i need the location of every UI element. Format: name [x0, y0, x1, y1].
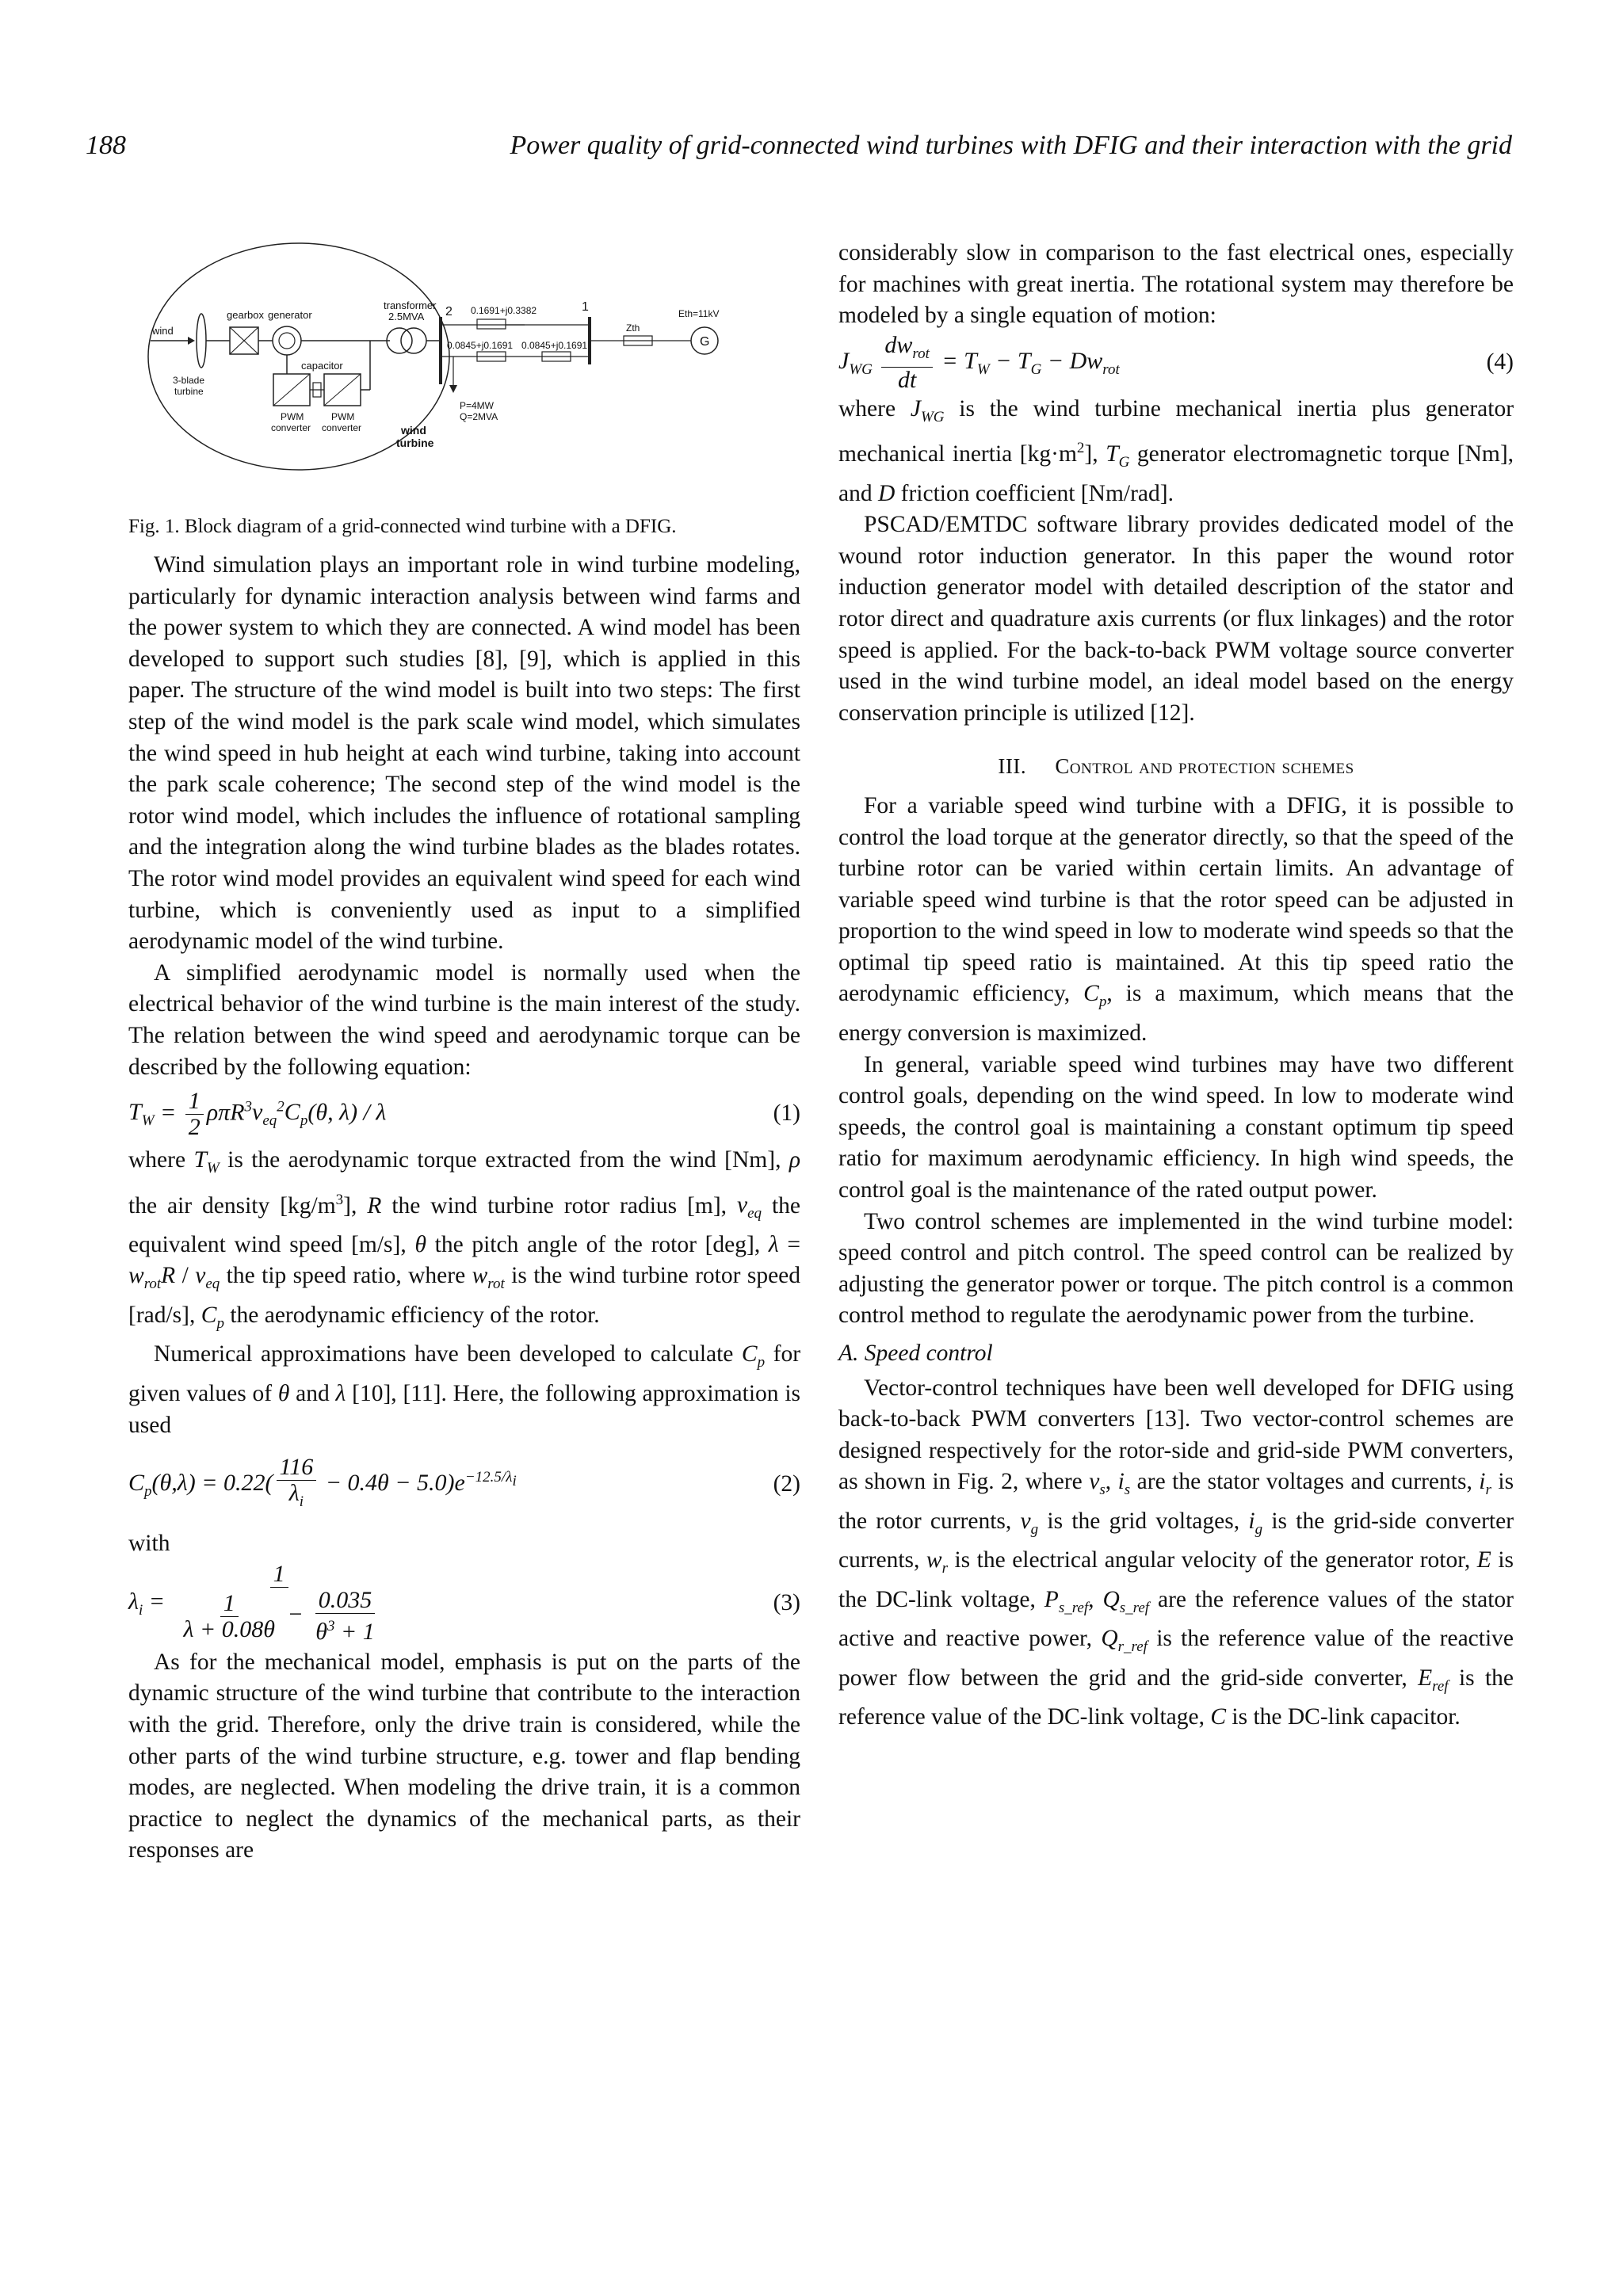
label-z-left: 0.0845+j0.1691: [447, 340, 514, 351]
left-paragraph-1: Wind simulation plays an important role in wind turbine modeling, particularly for dynamic interaction analysis between wind farms and the power system to which they are connected. A wind model has been developed to support such studies [8], [9], which is applied in this paper. The structure of the wind model is built into two steps: The first step of the wind model is the park scale wind model, which simulates the wind speed in hub height at each wind turbine, taking into account the park scale coherence; The second step of the wind model is the rotor wind model, which includes the influence of rotational sampling and the integration along the wind turbine blades as the blades rotates. The rotor wind model provides an equivalent wind speed for each wind turbine, which is conveniently used as input to a simplified aerodynamic model of the wind turbine.: [128, 552, 800, 955]
label-bus2: 2: [445, 305, 453, 318]
equation-2: $C_p(\theta,\lambda) = 0.22$( $\frac{116}{\lambda_i}$ − $0.4\theta - 5.0)e^{-12.5/\lambda_i}$ (2): [128, 1454, 800, 1511]
label-gen-symbol: G: [700, 335, 710, 349]
equation-2-number: (2): [773, 1471, 800, 1497]
equation-1-number: (1): [773, 1100, 800, 1127]
label-z-right: 0.0845+j0.1691: [521, 340, 588, 351]
right-paragraph-2: where $J_{WG}$ is the wind turbine mechanical inertia plus generator mechanical inertia $[kg\cdot m^2]$, $T_G$ generator electromagnetic torque [Nm], and D friction coefficient [Nm/rad].: [838, 395, 1514, 506]
transformer-icon: [387, 328, 412, 353]
figure-1: [128, 238, 800, 499]
label-bus1: 1: [582, 300, 589, 314]
right-paragraph-4: For a variable speed wind turbine with a DFIG, it is possible to control the load torque at the generator directly, so that the speed of the turbine rotor can be varied within certain limits. An advantage of variable speed wind turbine is that the rotor speed can be adjusted in proportion to the wind speed in low to moderate wind speeds so that the optimal tip speed ratio is maintained. At this tip speed ratio the aerodynamic efficiency, $C_p$, is a maximum, which means that the energy conversion is maximized.: [838, 792, 1514, 1046]
block-diagram: [128, 238, 800, 499]
label-wind: wind: [152, 325, 174, 337]
label-turbine-small: turbine: [174, 386, 204, 397]
left-paragraph-3: where $T_W$ is the aerodynamic torque extracted from the wind [Nm], ρ the air density $[kg/m^3]$, R the wind turbine rotor radius [m], $v_{eq}$ the equivalent wind speed [m/s], θ the pitch angle of the rotor [deg], $\lambda = w_{rot}R / v_{eq}$ the tip speed ratio, where $w_{rot}$ is the wind turbine rotor speed [rad/s], $C_p$ the aerodynamic efficiency of the rotor.: [128, 1147, 801, 1332]
label-z-top: 0.1691+j0.3382: [471, 305, 537, 316]
page-header: [86, 131, 1512, 178]
section-heading: III. Control and protection schemes: [998, 754, 1354, 779]
equation-3-number: (3): [773, 1589, 800, 1615]
right-paragraph-7: Vector-control techniques have been well developed for DFIG using back-to-back PWM converters [13]. Two vector-control schemes are designed respectively for the rotor-side and grid-side PWM converters, as shown in Fig. 2, where $v_s$, $i_s$ are the stator voltages and currents, $i_r$ is the rotor currents, $v_g$ is the grid voltages, $i_g$ is the grid-side converter currents, $w_r$ is the electrical angular velocity of the generator rotor, E is the DC-link voltage, $P_{s\_ref}$, $Q_{s\_ref}$ are the reference values of the stator active and reactive power, $Q_{r\_ref}$ is the reference value of the reactive power flow between the grid and the grid-side converter, $E_{ref}$ is the reference value of the DC-link voltage, C is the DC-link capacitor.: [838, 1375, 1514, 1730]
blade-icon: [197, 314, 206, 368]
right-paragraph-1: considerably slow in comparison to the fast electrical ones, especially for machines with great inertia. The rotational system may therefore be modeled by a single equation of motion:: [838, 240, 1514, 329]
left-column: [128, 238, 800, 1867]
label-pwm2-a: PWM: [331, 411, 355, 422]
label-load-p: P=4MW: [460, 400, 495, 411]
equation-4: $J_{WG}$ $\frac{dw_{rot}}{dt}$ = $T_W - T_G - Dw_{rot}$ (4): [838, 331, 1514, 393]
label-gearbox: gearbox: [227, 309, 264, 321]
label-blade: 3-blade: [173, 375, 205, 386]
label-load-q: Q=2MVA: [460, 411, 498, 422]
right-paragraph-6: Two control schemes are implemented in the wind turbine model: speed control and pitch control. The speed control can be realized by adjusting the generator power or torque. The pitch control is a common control method to regulate the aerodynamic power from the turbine.: [838, 1208, 1514, 1329]
label-transformer: transformer: [384, 299, 437, 311]
equation-4-number: (4): [1486, 349, 1514, 375]
figure-caption: Fig. 1. Block diagram of a grid-connected wind turbine with a DFIG.: [128, 516, 677, 537]
right-column: [838, 238, 1514, 1733]
with-text: with: [128, 1531, 170, 1557]
label-wind-turbine-a: wind: [401, 424, 426, 437]
label-zth: Zth: [626, 322, 640, 334]
label-pwm2-b: converter: [322, 422, 362, 433]
left-paragraph-2: A simplified aerodynamic model is normally used when the electrical behavior of the wind turbine is the main interest of the study. The relation between the wind speed and aerodynamic torque can be described by the following equation:: [128, 959, 800, 1080]
label-pwm1-a: PWM: [281, 411, 304, 422]
right-paragraph-3: PSCAD/EMTDC software library provides dedicated model of the wound rotor induction generator. In this paper the wound rotor induction generator model with detailed description of the stator and rotor direct and quadrature axis currents (or flux linkages) and the rotor speed is applied. For the back-to-back PWM voltage source converter used in the wind turbine model, an ideal model based on the energy conservation principle is utilized [12].: [838, 512, 1514, 726]
running-title: Power quality of grid-connected wind turbines with DFIG and their interaction with the grid: [510, 131, 1512, 160]
equation-3: $\lambda_i$ = 1 $\frac{1}{\lambda + 0.08\theta}$ − $\frac{0.035}{\theta^3 + 1}$ (3): [128, 1561, 800, 1646]
generator-icon: [273, 326, 301, 355]
label-wind-turbine-b: turbine: [396, 437, 434, 449]
label-eth: Eth=11kV: [678, 308, 720, 319]
label-capacitor: capacitor: [301, 360, 343, 372]
equation-1: $T_W$ = $\frac{1}{2}$ $\rho\pi R^3v_{eq}^2C_p(\theta$, λ) / λ (1): [128, 1087, 800, 1140]
label-transformer-rating: 2.5MVA: [388, 311, 425, 322]
left-paragraph-4: Numerical approximations have been developed to calculate $C_p$ for given values of θ and λ [10], [11]. Here, the following approximation is used: [128, 1341, 801, 1438]
label-pwm1-b: converter: [271, 422, 311, 433]
right-paragraph-5: In general, variable speed wind turbines may have two different control goals, depending on the wind speed. In low to moderate wind speeds, the control goal is maintaining a constant optimum tip speed ratio for maximum aerodynamic efficiency. In high wind speeds, the control goal is the maintenance of the rated output power.: [838, 1051, 1514, 1203]
label-generator: generator: [268, 309, 312, 321]
page-number: 188: [86, 131, 126, 160]
left-paragraph-5: As for the mechanical model, emphasis is put on the parts of the dynamic structure of the wind turbine that contribute to the interaction with the grid. Therefore, only the drive train is considered, while the other parts of the wind turbine structure, e.g. tower and flap bending modes, are neglected. When modeling the drive train, it is a common practice to neglect the dynamics of the mechanical parts, as their responses are: [128, 1649, 800, 1863]
subsection-heading: A. Speed control: [838, 1340, 993, 1366]
